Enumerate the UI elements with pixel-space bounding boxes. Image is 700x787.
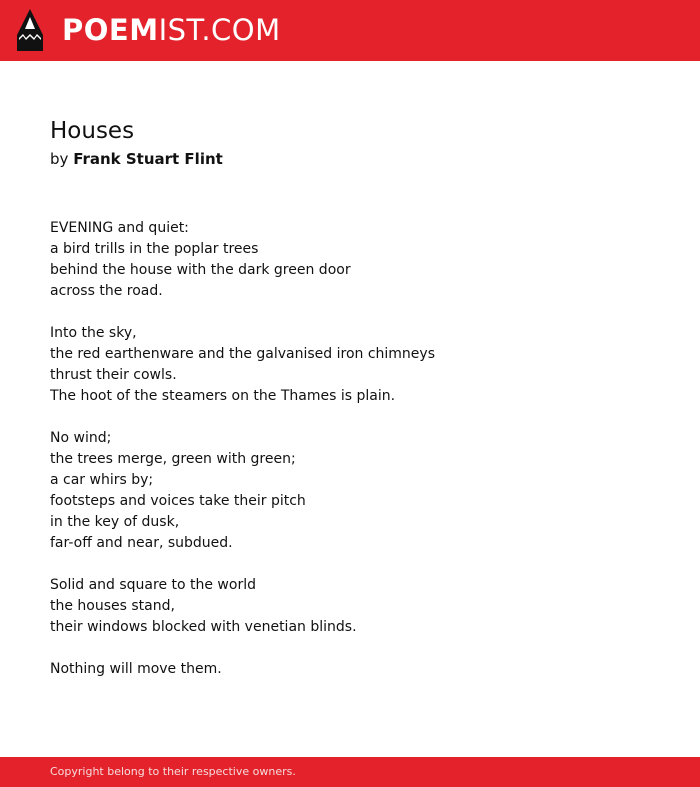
poem-line: the red earthenware and the galvanised iron chimneys bbox=[50, 346, 435, 362]
poem-line: the trees merge, green with green; bbox=[50, 451, 296, 467]
poem-line: footsteps and voices take their pitch bbox=[50, 493, 306, 509]
poem-line: thrust their cowls. bbox=[50, 367, 177, 383]
poem-line: in the key of dusk, bbox=[50, 514, 180, 530]
poem-line: Into the sky, bbox=[50, 325, 137, 341]
stanza-break bbox=[50, 554, 435, 575]
site-footer bbox=[0, 757, 700, 787]
poem-line: No wind; bbox=[50, 430, 112, 446]
pencil-icon[interactable] bbox=[17, 9, 43, 51]
author-name: Frank Stuart Flint bbox=[73, 150, 223, 168]
poem-line: Solid and square to the world bbox=[50, 577, 256, 593]
stanza-break bbox=[50, 638, 435, 659]
poem-body bbox=[50, 218, 435, 680]
logo-bold-text: POEM bbox=[62, 13, 159, 47]
poem-line: behind the house with the dark green door bbox=[50, 262, 351, 278]
poem-line: a bird trills in the poplar trees bbox=[50, 241, 259, 257]
poem-line: a car whirs by; bbox=[50, 472, 154, 488]
poem-line: far-off and near, subdued. bbox=[50, 535, 233, 551]
poem-line: their windows blocked with venetian blinds. bbox=[50, 619, 357, 635]
poem-line: the houses stand, bbox=[50, 598, 175, 614]
stanza-break bbox=[50, 302, 435, 323]
copyright-text: Copyright belong to their respective owners. bbox=[50, 765, 296, 778]
site-header bbox=[0, 0, 700, 61]
poem-line: Nothing will move them. bbox=[50, 661, 222, 677]
poem-line: EVENING and quiet: bbox=[50, 220, 189, 236]
byline bbox=[50, 148, 223, 170]
poem-line: across the road. bbox=[50, 283, 163, 299]
by-label: by bbox=[50, 150, 69, 168]
poem-line: The hoot of the steamers on the Thames is plain. bbox=[50, 388, 396, 404]
poem-title: Houses bbox=[50, 118, 135, 144]
site-logo[interactable] bbox=[62, 12, 281, 48]
logo-light-text: IST.COM bbox=[158, 13, 281, 47]
stanza-break bbox=[50, 407, 435, 428]
